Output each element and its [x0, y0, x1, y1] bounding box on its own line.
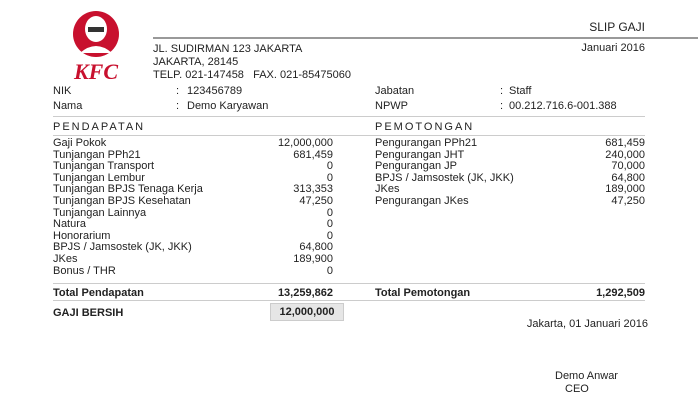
total-pendapatan-label: Total Pendapatan: [53, 287, 144, 299]
row-label: Tunjangan Lainnya: [53, 206, 147, 219]
total-pemotongan-label: Total Pemotongan: [375, 287, 471, 299]
row-value: 681,459: [605, 137, 645, 149]
row-value: 47,250: [299, 195, 333, 207]
pemotongan-title: PEMOTONGAN: [375, 121, 475, 133]
row-label: Pengurangan PPh21: [375, 137, 478, 149]
pendapatan-row: [53, 242, 333, 254]
row-label: Bonus / THR: [53, 264, 116, 277]
row-value: 0: [326, 229, 333, 242]
pendapatan-row: [53, 208, 333, 220]
row-label: Pengurangan JP: [375, 160, 457, 173]
row-value: 47,250: [611, 195, 645, 207]
jabatan-value: Staff: [509, 85, 532, 97]
period: Januari 2016: [581, 42, 645, 54]
jabatan-label: Jabatan: [375, 85, 415, 97]
row-label: BPJS / Jamsostek (JK, JKK): [53, 241, 192, 254]
total-pendapatan-value: 13,259,862: [277, 287, 333, 299]
row-value: 681,459: [293, 148, 333, 161]
row-value: 64,800: [611, 171, 645, 184]
address-line-2: JAKARTA, 28145: [153, 56, 239, 68]
total-pemotongan-value: 1,292,509: [596, 287, 645, 299]
row-value: 12,000,000: [277, 137, 333, 149]
row-label: JKes: [53, 253, 78, 265]
row-value: 0: [326, 171, 333, 184]
row-label: Tunjangan BPJS Kesehatan: [53, 195, 191, 207]
row-value: 189,000: [605, 183, 645, 196]
nik-label: NIK: [53, 85, 72, 97]
row-value: 70,000: [611, 160, 645, 173]
nama-label: Nama: [53, 100, 83, 112]
row-value: 64,800: [299, 241, 333, 254]
pemotongan-row: [375, 196, 645, 208]
gaji-bersih-label: GAJI BERSIH: [53, 307, 124, 319]
pemotongan-row: [375, 138, 645, 150]
row-value: 313,353: [293, 183, 333, 196]
row-label: Honorarium: [53, 229, 111, 242]
gaji-bersih-value: 12,000,000: [270, 303, 344, 321]
row-label: BPJS / Jamsostek (JK, JKK): [375, 171, 514, 184]
pendapatan-row: [53, 196, 333, 208]
npwp-label: NPWP: [375, 100, 408, 112]
row-label: Tunjangan PPh21: [53, 148, 141, 161]
row-value: 240,000: [605, 148, 645, 161]
row-value: 0: [326, 218, 333, 231]
row-value: 0: [326, 160, 333, 173]
row-label: Gaji Pokok: [53, 137, 107, 149]
kfc-logo: [62, 5, 132, 83]
row-label: Pengurangan JHT: [375, 148, 465, 161]
row-label: Tunjangan Transport: [53, 160, 155, 173]
row-label: Natura: [53, 218, 87, 231]
row-value: 189,900: [293, 253, 333, 265]
slip-title: SLIP GAJI: [589, 20, 645, 34]
nik-value: 123456789: [187, 85, 243, 97]
row-label: Pengurangan JKes: [375, 195, 469, 207]
row-label: Tunjangan BPJS Tenaga Kerja: [53, 183, 203, 196]
pendapatan-row: [53, 266, 333, 278]
npwp-value: 00.212.716.6-001.388: [509, 100, 617, 112]
row-value: 0: [326, 206, 333, 219]
colon: :: [500, 85, 504, 97]
address-line-1: JL. SUDIRMAN 123 JAKARTA: [153, 43, 303, 55]
colon: :: [176, 85, 180, 97]
colon: :: [500, 100, 504, 112]
pendapatan-row: [53, 138, 333, 150]
logo-text: KFC: [73, 59, 119, 83]
row-value: 0: [326, 264, 333, 277]
row-label: JKes: [375, 183, 400, 196]
place-date: Jakarta, 01 Januari 2016: [526, 318, 648, 330]
nama-value: Demo Karyawan: [187, 100, 269, 112]
pendapatan-row: [53, 254, 333, 266]
row-label: Tunjangan Lembur: [53, 171, 145, 184]
signer-name: Demo Anwar: [555, 370, 618, 382]
pendapatan-title: PENDAPATAN: [53, 121, 146, 133]
signer-title: CEO: [565, 383, 589, 395]
address-line-3: TELP. 021-147458 FAX. 021-85475060: [153, 69, 351, 81]
colon: :: [176, 100, 180, 112]
